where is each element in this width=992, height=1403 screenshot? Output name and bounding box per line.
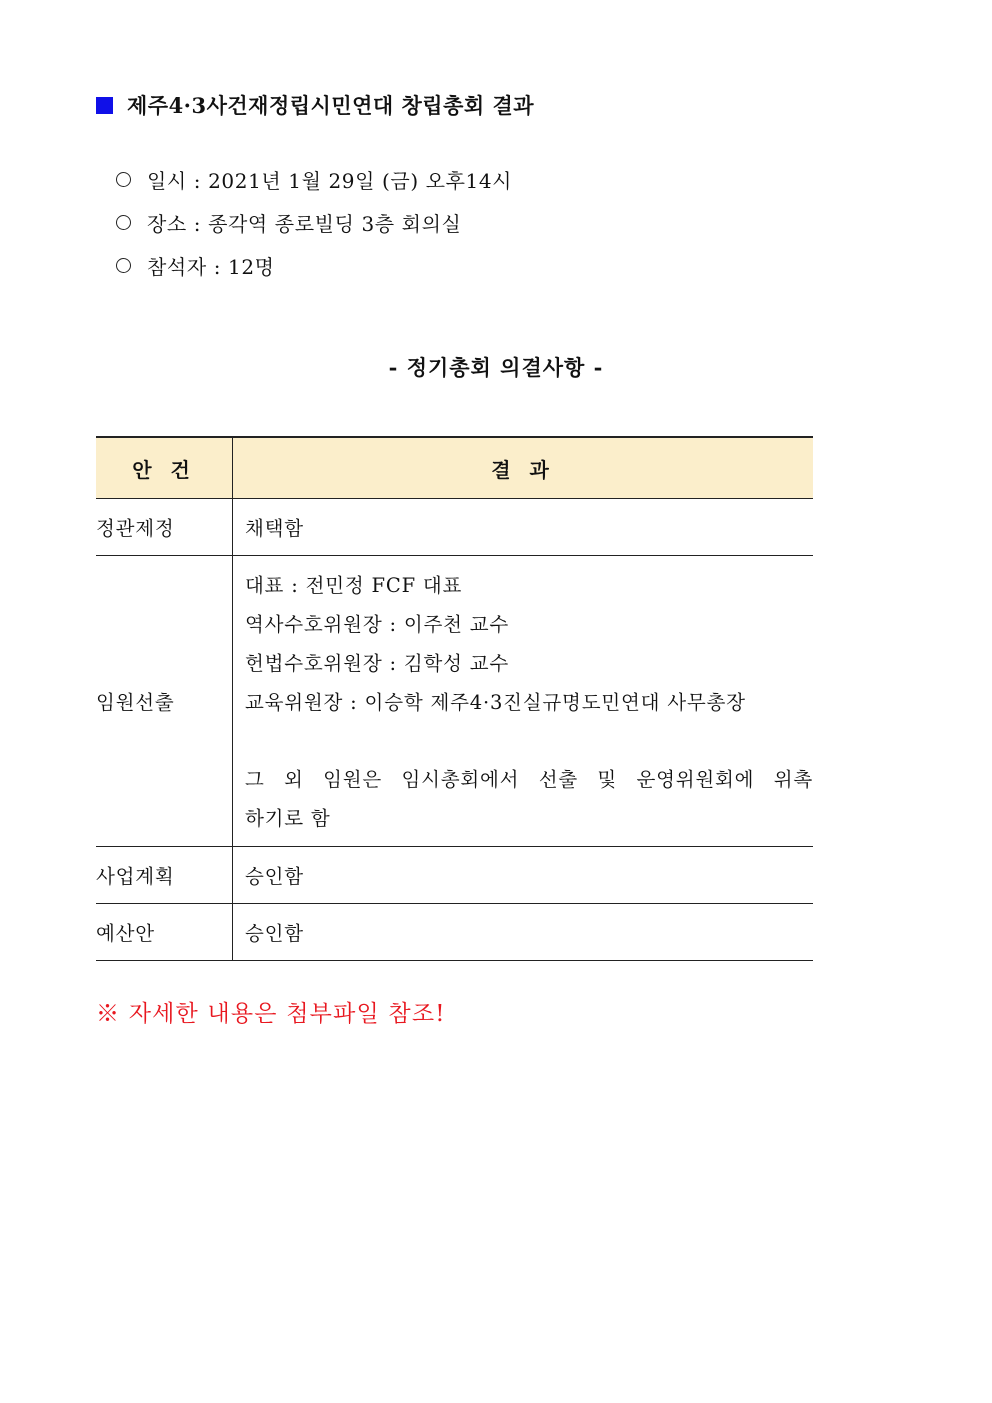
resolution-table — [96, 436, 813, 961]
spacer — [245, 722, 813, 760]
meeting-info-list — [116, 158, 512, 287]
info-item-place — [116, 201, 512, 244]
row-item: 정관제정 — [96, 499, 233, 556]
table-header-row — [96, 437, 813, 499]
officer-line: 헌법수호위원장 : 김학성 교수 — [245, 652, 510, 675]
officer-line: 교육위원장 : 이승학 제주4·3진실규명도민연대 사무총장 — [245, 691, 746, 714]
footnote: ※ 자세한 내용은 첨부파일 참조! — [96, 1001, 446, 1027]
officer-line: 대표 : 전민정 FCF 대표 — [245, 574, 463, 597]
info-text: 장소 : 종각역 종로빌딩 3층 회의실 — [147, 212, 462, 236]
document-heading — [96, 90, 534, 120]
row-result-officers — [233, 556, 814, 847]
table-row — [96, 904, 813, 961]
circle-bullet-icon — [116, 172, 131, 187]
row-result: 승인함 — [233, 847, 814, 904]
section-title: - 정기총회 의결사항 - — [388, 355, 604, 380]
row-item: 예산안 — [96, 904, 233, 961]
officer-note: 그 외 임원은 임시총회에서 선출 및 운영위원회에 위촉 — [245, 768, 813, 791]
heading-title: 제주4·3사건재정립시민연대 창립총회 결과 — [127, 93, 535, 118]
header-result: 결 과 — [233, 437, 814, 499]
officer-note-continued: 하기로 함 — [245, 807, 331, 830]
table-row — [96, 499, 813, 556]
info-text: 참석자 : 12명 — [147, 255, 275, 279]
row-result: 승인함 — [233, 904, 814, 961]
circle-bullet-icon — [116, 215, 131, 230]
officer-line: 역사수호위원장 : 이주천 교수 — [245, 613, 510, 636]
table-row — [96, 847, 813, 904]
header-item: 안 건 — [96, 437, 233, 499]
row-item: 임원선출 — [96, 556, 233, 847]
table-row-officers — [96, 556, 813, 847]
blue-square-icon — [96, 97, 113, 114]
row-result: 채택함 — [233, 499, 814, 556]
info-item-attendees — [116, 244, 512, 287]
info-item-date — [116, 158, 512, 201]
info-text: 일시 : 2021년 1월 29일 (금) 오후14시 — [147, 169, 513, 193]
row-item: 사업계획 — [96, 847, 233, 904]
circle-bullet-icon — [116, 258, 131, 273]
